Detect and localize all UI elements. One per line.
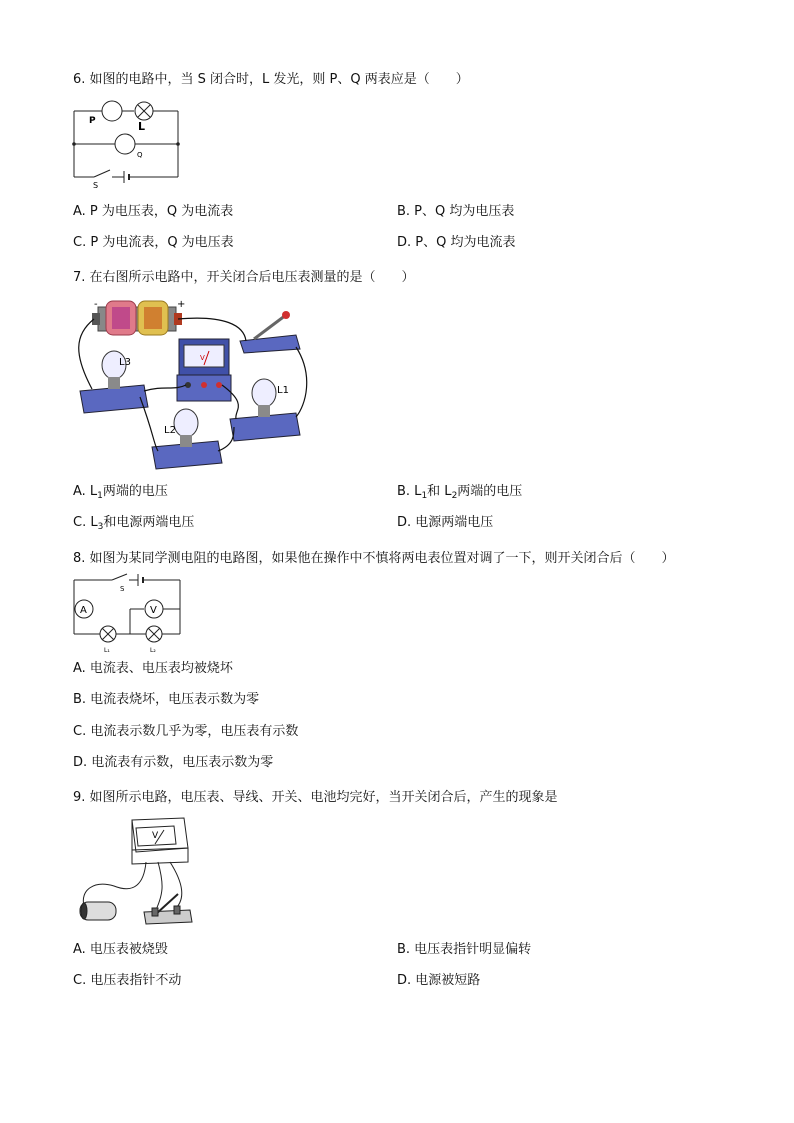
battery-plus-label: + <box>177 299 186 310</box>
voltmeter-v-label: V <box>152 831 159 841</box>
label-q: Q <box>137 151 143 159</box>
q7-option-d: D. 电源两端电压 <box>397 515 494 530</box>
label-s: S <box>93 181 99 190</box>
question-8-stem: 8. 如图为某同学测电阻的电路图，如果他在操作中不慎将两电表位置对调了一下，则开关闭合后（ ） <box>73 551 675 566</box>
ammeter-a-label: A <box>80 605 87 616</box>
q8-option-a: A. 电流表、电压表均被烧坏 <box>73 661 233 676</box>
question-7-circuit-photo <box>74 295 306 473</box>
q7-option-b: B. $L_1$和 $L_2$两端的电压 <box>397 484 523 501</box>
q6-option-d: D. P、Q 均为电流表 <box>397 235 516 250</box>
q9-option-b: B. 电压表指针明显偏转 <box>397 942 532 957</box>
q6-option-a: A. P 为电压表，Q 为电流表 <box>73 204 234 219</box>
question-6-stem: 6. 如图的电路中，当 S 闭合时，L 发光，则 P、Q 两表应是（ ） <box>73 72 469 87</box>
q7-option-c: C. $L_3$和电源两端电压 <box>73 515 195 532</box>
label-l3: L3 <box>119 357 131 368</box>
voltmeter-v-label: V <box>200 354 205 362</box>
voltmeter-v-label: V <box>150 605 157 616</box>
question-7-stem: 7. 在右图所示电路中，开关闭合后电压表测量的是（ ） <box>73 270 415 285</box>
q8-option-d: D. 电流表有示数，电压表示数为零 <box>73 755 274 770</box>
battery-minus-label: - <box>94 299 98 310</box>
q6-option-c: C. P 为电流表，Q 为电压表 <box>73 235 234 250</box>
q8-option-c: C. 电流表示数几乎为零，电压表有示数 <box>73 724 299 739</box>
q9-option-c: C. 电压表指针不动 <box>73 973 182 988</box>
q8-option-b: B. 电流表烧坏，电压表示数为零 <box>73 692 260 707</box>
switch-s-label: S <box>120 585 125 593</box>
question-9-circuit-figure <box>74 814 194 926</box>
label-l2: L₂ <box>150 647 156 654</box>
q7-option-a: A. $L_1$两端的电压 <box>73 484 168 501</box>
label-p: P <box>89 116 96 126</box>
label-l1: L₁ <box>104 647 110 654</box>
question-6-circuit-figure <box>72 97 187 189</box>
question-8-circuit-figure <box>72 574 184 654</box>
question-9-stem: 9. 如图所示电路，电压表、导线、开关、电池均完好，当开关闭合后，产生的现象是 <box>73 790 558 805</box>
label-l2: L2 <box>164 425 176 436</box>
q6-option-b: B. P、Q 均为电压表 <box>397 204 515 219</box>
q9-option-d: D. 电源被短路 <box>397 973 481 988</box>
label-l1: L1 <box>277 385 289 396</box>
label-l: L <box>138 120 146 133</box>
q9-option-a: A. 电压表被烧毁 <box>73 942 168 957</box>
